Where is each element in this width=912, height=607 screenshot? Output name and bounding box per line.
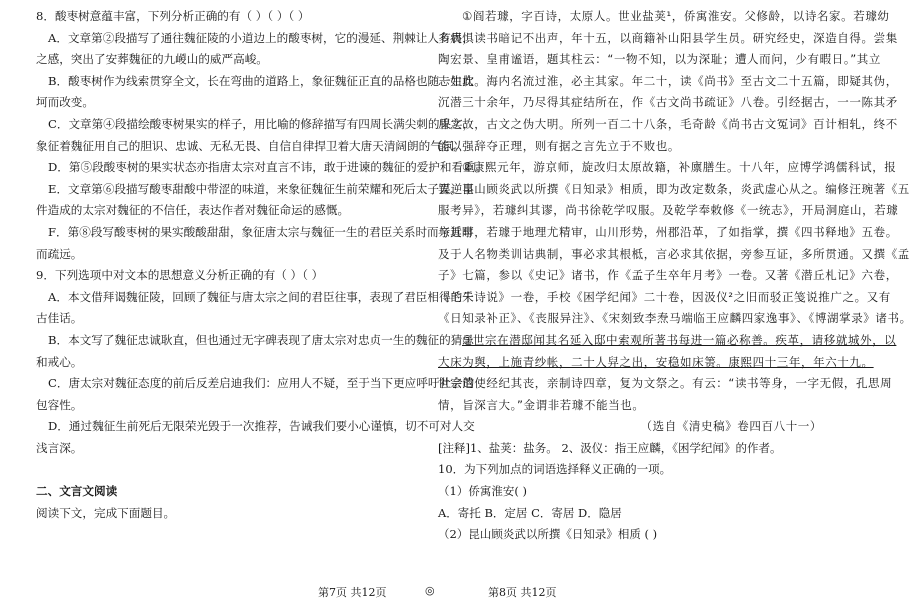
passage-p2-line5: 及于人名物类训诂典制，事必求其根柢，言必求其依据，旁参互证，多所贯通。又撰《孟 (438, 246, 910, 261)
passage-p2-line3: 服考异》，若璩纠其谬，尚书徐乾学叹服。及乾学奉敕修《一统志》，开局洞庭山，若璩 (438, 203, 899, 218)
q10-sub1: （1）侨寓淮安( ) (438, 484, 527, 499)
passage-p1-line6: 盾之故，古文之伪大明。所列一百二十八条，毛奇龄《尚书古文冤词》百计相轧，终不 (438, 116, 898, 131)
passage-p2-line6: 子》七篇，参以《史记》诸书，作《孟子生卒年月考》一卷。又著《潜丘札记》六卷， (438, 268, 898, 283)
q9-option-b-line2: 和戒心。 (36, 354, 83, 369)
q8-option-c-line1: C．文章第④段描绘酸枣树果实的样子，用比喻的修辞描写有四周长满尖刺的果实， (48, 116, 475, 131)
passage-p1-line7: 能以强辞夺正理，则有据之言先立于不败也。 (438, 138, 680, 153)
q9-option-a-line2: 古佳话。 (36, 311, 83, 326)
q8-option-a-line2: 之感，突出了安葬魏征的九嵕山的威严高峻。 (36, 52, 268, 67)
passage-p3-line3: 世宗遣使经纪其丧，亲制诗四章，复为文祭之。有云：“读书等身，一字无假，孔思周 (438, 376, 893, 391)
footer-left-page-number: 第7页 共12页 (318, 586, 387, 599)
q9-option-d-line2: 浅言深。 (36, 440, 83, 455)
q8-option-e-line2: 件造成的太宗对魏征的不信任，表达作者对魏征命运的感慨。 (36, 203, 350, 218)
q8-option-e-line1: E．文章第⑥段描写酸枣甜酸中带涩的味道，来象征魏征生前荣耀和死后太子谋逆事 (48, 181, 474, 196)
question-8-stem: 8．酸枣树意蕴丰富，下列分析正确的有（ ）（ ）（ ） (36, 9, 310, 23)
q8-option-b-line2: 坷而改变。 (36, 95, 94, 110)
q8-option-f-line2: 而疏远。 (36, 246, 83, 261)
passage-p2-line8: 《日知录补正》、《丧服异注》、《宋刻致李焘马端临王应麟四家逸事》、《博湖掌录》诸书。 (438, 311, 912, 326)
q8-option-c-line2: 象征着魏征用自己的胆识、忠诚、无私无畏、自信自律捍卫着大唐天清阔朗的气氛。 (36, 138, 465, 153)
q9-option-a-line1: A．本文借拜谒魏征陵，回顾了魏征与唐太宗之间的君臣往事，表现了君臣相得的千 (48, 289, 474, 304)
passage-p1-line1: ①阎若璩，字百诗，太原人。世业盐荚¹，侨寓淮安。父修龄，以诗名家。若璩幼 (462, 9, 890, 23)
q10-sub2: （2）昆山顾炎武以所撰《日知录》相质 ( ) (438, 527, 658, 542)
q8-option-d-line1: D．第⑤段酸枣树的果实状态亦指唐太宗对直言不讳，敢于进谏的魏征的爱护和看重。 (48, 160, 487, 175)
section-instruction: 阅读下文，完成下面题目。 (36, 505, 176, 520)
passage-p1-line5: 沉潜三十余年，乃尽得其症结所在，作《古文尚书疏证》八卷。引经据古，一一陈其矛 (438, 95, 898, 110)
q10-sub1-options: A．寄托 B．定居 C．寄居 D．隐居 (438, 505, 622, 520)
passage-source: （选自《清史稿》卷四百八十一） (640, 419, 822, 434)
q8-option-b-line1: B．酸枣树作为线索贯穿全文，长在弯曲的道路上，象征魏征正直的品格也随一生坎 (48, 73, 474, 88)
q8-option-f-line1: F．第⑧段写酸枣树的果实酸酸甜甜，象征唐太宗与魏征一生的君臣关系时而亲近时 (48, 224, 474, 239)
passage-p1-line2: 多病，读书暗记不出声，年十五，以商籍补山阳县学生员。研究经史，深造自得。尝集 (438, 30, 898, 45)
footer-center-mark: ◎ (425, 584, 435, 597)
annotation-note: [注释]1、盐荚：盐务。 2、汲仪：指王应麟，《困学纪闻》的作者。 (438, 440, 782, 455)
passage-p3-line2: 大床为舆，上施青纱帐，二十人舁之出，安稳如床箦。康熙四十三年，年六十九。 (438, 354, 874, 369)
passage-p2-line2: 罢。昆山顾炎武以所撰《日知录》相质，即为改定数条，炎武虚心从之。编修汪琬著《五 (438, 181, 910, 196)
question-9-stem: 9．下列选项中对文本的思想意义分析正确的有（ ）（ ） (36, 268, 324, 283)
q9-option-b-line1: B．本文写了魏征忠诚耿直，但也通过无字碑表现了唐太宗对忠贞一生的魏征的猜忌 (48, 332, 474, 347)
right-page-column (438, 6, 912, 546)
question-10-stem: 10．为下列加点的词语选择释义正确的一项。 (438, 462, 672, 477)
q9-option-d-line1: D．通过魏征生前死后无限荣光毁于一次推荐，告诫我们要小心谨慎，切不可对人交 (48, 419, 475, 434)
passage-p2-line7: 《毛朱诗说》一卷，手校《困学纪闻》二十卷，因汲仪²之旧而驳正笺说推广之。又有 (438, 289, 891, 304)
passage-p1-line4: 志如此。海内名流过淮，必主其家。年二十，读《尚书》至古文二十五篇，即疑其伪， (438, 73, 898, 88)
passage-p3-line4: 情，旨深言大。”金谓非若璩不能当也。 (438, 397, 645, 412)
passage-p1-line3: 陶宏景、皇甫谧语，题其柱云：“一物不知，以为深耻；遭人而问，少有暇日。”其立 (438, 52, 881, 67)
q8-option-a-line1: A．文章第②段描写了通往魏征陵的小道边上的酸枣树，它的漫延、荆棘让人有畏惧 (48, 30, 474, 45)
passage-p2-line4: 与其事，若璩于地理尤精审，山川形势，州郡沿革，了如指掌，撰《四书释地》五卷。 (438, 224, 898, 239)
q9-option-c-line2: 包容性。 (36, 397, 83, 412)
footer-right-page-number: 第8页 共12页 (488, 586, 557, 599)
q9-option-c-line1: C．唐太宗对魏征态度的前后反差启迪我们：应用人不疑，至于当下更应呼吁社会的 (48, 376, 475, 391)
page-footer (0, 584, 860, 600)
passage-p2-line1: ②康熙元年，游京师，旋改归太原故籍，补廪膳生。十八年，应博学鸿儒科试，报 (462, 160, 897, 175)
passage-p3-line1: ③世宗在潜邸闻其名延入邸中索观所著书每进一篇必称善。疾革，请移就城外，以 (462, 332, 897, 347)
section-heading: 二、文言文阅读 (36, 484, 118, 499)
